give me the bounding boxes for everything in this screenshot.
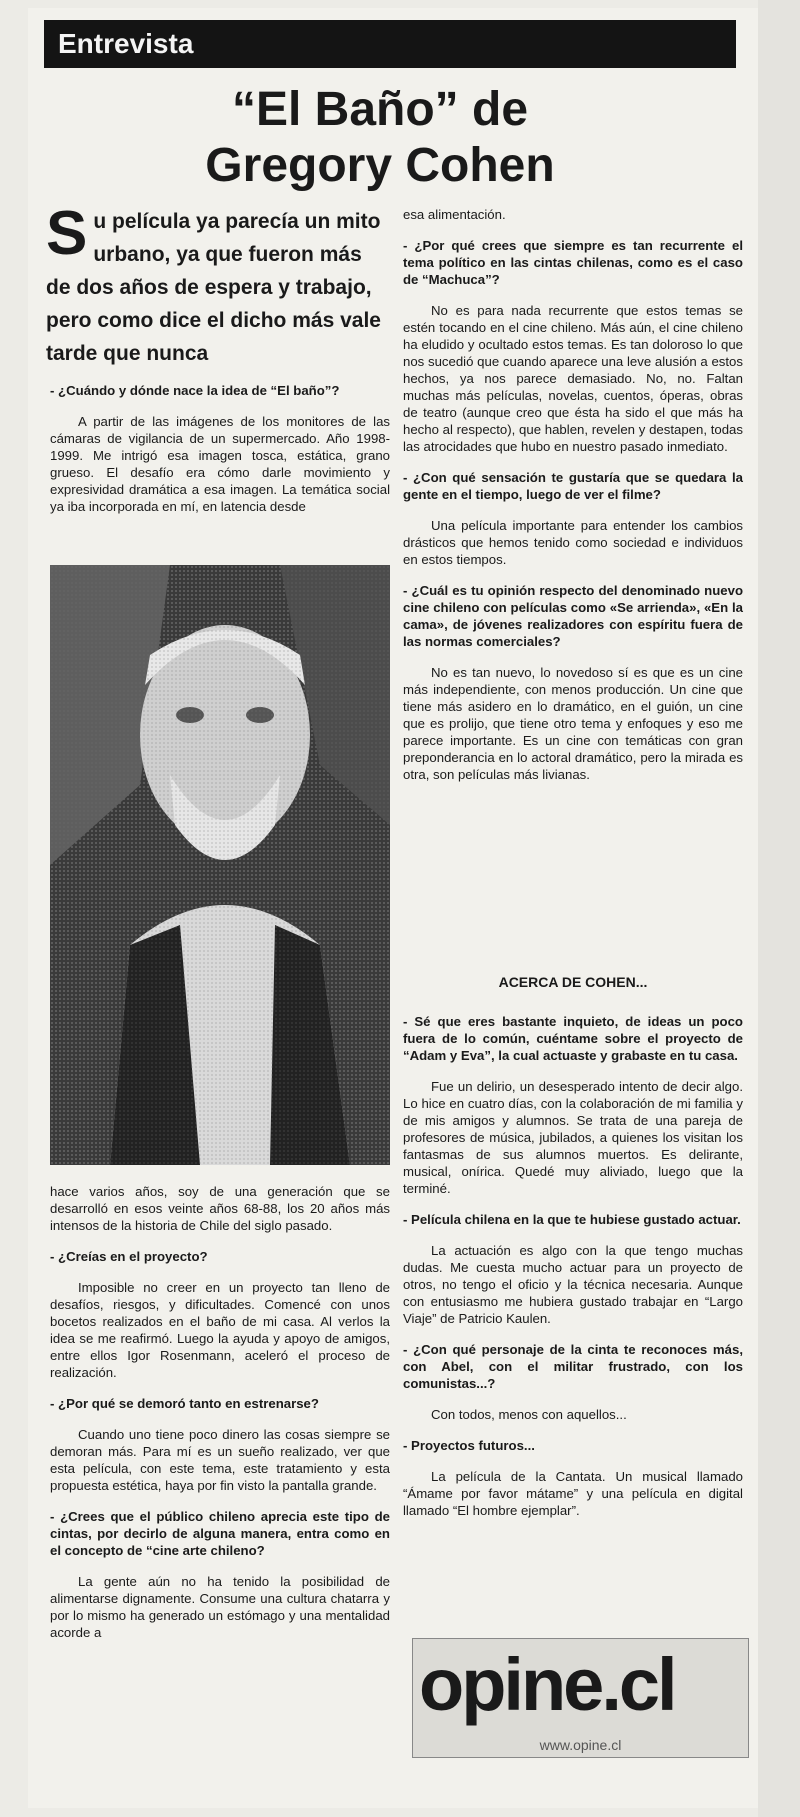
right-column [403, 206, 743, 797]
headline [100, 82, 660, 194]
sidebar-title: ACERCA DE COHEN... [498, 974, 648, 990]
sidebar-acerca-de-cohen [403, 968, 743, 1533]
answer: Con todos, menos con aquellos... [431, 1407, 627, 1422]
question: - Proyectos futuros... [403, 1438, 535, 1453]
portrait-photo [50, 565, 390, 1165]
answer: No es para nada recurrente que estos temas se estén tocando en el cine chileno. Más aún, el cine chileno ha eludido y ocultado estos temas. Es tan doloroso lo que nos sucedió que cuando aparece una leve alusión a estos hechos, ya nos parece demasiado. No, no. Faltan muchas más películas, novelas, cuentos, óperas, obras de teatro (aunque creo que ésta ha sido el que más ha hecho al respecto), que hablen, revelen y destapen, todas las atrocidades que hubo en nuestro pasado inmediato. [403, 303, 743, 454]
answer: La actuación es algo con la que tengo muchas dudas. Me cuesta mucho actuar para un proyecto de otros, no tengo el oficio y la técnica necesaria. Aunque con entusiasmo me hubiera gustado trabajar en “Largo Viaje” de Patricio Kaulen. [403, 1243, 743, 1326]
question: - ¿Por qué se demoró tanto en estrenarse? [50, 1396, 319, 1411]
question: - ¿Con qué sensación te gustaría que se quedara la gente en el tiempo, luego de ver el filme? [403, 470, 743, 502]
answer: La gente aún no ha tenido la posibilidad de alimentarse dignamente. Consume una cultura chatarra y por lo mismo ha generado un estómago y una mentalidad acorde a [50, 1574, 390, 1640]
question: - ¿Con qué personaje de la cinta te reconoces más, con Abel, con el militar frustrado, con los comunistas...? [403, 1342, 743, 1391]
page-edge [758, 0, 800, 1817]
headline-line-2: Gregory Cohen [205, 139, 555, 192]
answer: Cuando uno tiene poco dinero las cosas siempre se demoran más. Para mí es un sueño realizado, ver que esta película, con este tema, este tratamiento y esta propuesta estética, haya por fin visto la pantalla grande. [50, 1427, 390, 1493]
lead-text: u película ya parecía un mito urbano, ya que fueron más de dos años de espera y trabajo, pero como dice el dicho más vale tarde que nunca [46, 210, 381, 365]
answer: Fue un delirio, un desesperado intento de decir algo. Lo hice en cuatro días, con la colaboración de mi familia y de mis amigos y alumnos. Se trata de una pareja de profesores de música, jubilados, a quienes los visitan los fantasmas de sus alumnos muertos. Es delirante, musical, onírica. Quedé muy aliviado, luego que la terminé. [403, 1079, 743, 1196]
answer: No es tan nuevo, lo novedoso sí es que es un cine más independiente, con menos producción. Un cine que tiene más asidero en lo dramático, en el guión, un cine que es prolijo, que tiene otro tema y enfoques y eso me parece importante. Es un cine con temáticas con gran preponderancia en lo actoral dramático, pero la mirada es otra, son películas más livianas. [403, 665, 743, 782]
drop-cap: S [46, 199, 88, 268]
question: - ¿Por qué crees que siempre es tan recurrente el tema político en las cintas chilenas, como es el caso de “Machuca”? [403, 238, 743, 287]
left-column-bottom [50, 1183, 390, 1655]
headline-line-1: “El Baño” de [231, 83, 529, 136]
answer: Imposible no creer en un proyecto tan lleno de desafíos, riesgos, y dificultades. Comencé con unos bocetos realizados en el baño de mi casa. Al verlos la idea se me reafirmó. Luego la ayuda y apoyo de amigos, entre ellos Igor Rosenmann, aceleró el proceso de realización. [50, 1280, 390, 1380]
opine-banner [412, 1638, 749, 1758]
left-column-top [50, 382, 390, 529]
question: - ¿Creías en el proyecto? [50, 1249, 208, 1264]
question: - ¿Cuál es tu opinión respecto del denominado nuevo cine chileno con películas como «Se arrienda», «En la cama», de jóvenes realizadores con espíritu fuera de las normas comerciales? [403, 583, 743, 649]
section-bar [44, 20, 736, 68]
question: - Sé que eres bastante inquieto, de ideas un poco fuera de lo común, cuéntame sobre el proyecto de “Adam y Eva”, la cual actuaste y grabaste en tu casa. [403, 1014, 743, 1063]
opine-logo: opine.cl [419, 1643, 675, 1726]
section-label: Entrevista [58, 28, 194, 59]
opine-url: www.opine.cl [539, 1737, 622, 1753]
answer: A partir de las imágenes de los monitores de las cámaras de vigilancia de un supermercado. Año 1998-1999. Me intrigó esa imagen tosca, estática, grano grueso. El desafío era cómo darle movimiento y expresividad dramática a esa imagen. La temática social ya iba incorporada en mí, en latencia desde [50, 414, 390, 514]
portrait-image [50, 565, 390, 1165]
answer: Una película importante para entender los cambios drásticos que hemos tenido como sociedad e individuos en estos tiempos. [403, 518, 743, 567]
lead-paragraph [46, 199, 391, 370]
question: - Película chilena en la que te hubiese gustado actuar. [403, 1212, 741, 1227]
question: - ¿Crees que el público chileno aprecia este tipo de cintas, por decirlo de alguna manera, entra como en el concepto de “cine arte chileno? [50, 1509, 390, 1558]
continued-text: hace varios años, soy de una generación que se desarrolló en esos veinte años 68-88, los 20 años más intensos de la historia de Chile del siglo pasado. [50, 1184, 390, 1233]
answer: La película de la Cantata. Un musical llamado “Ámame por favor mátame” y una película en digital llamado “El hombre ejemplar”. [403, 1469, 743, 1518]
continued-text: esa alimentación. [403, 207, 506, 222]
question: - ¿Cuándo y dónde nace la idea de “El baño”? [50, 383, 340, 398]
